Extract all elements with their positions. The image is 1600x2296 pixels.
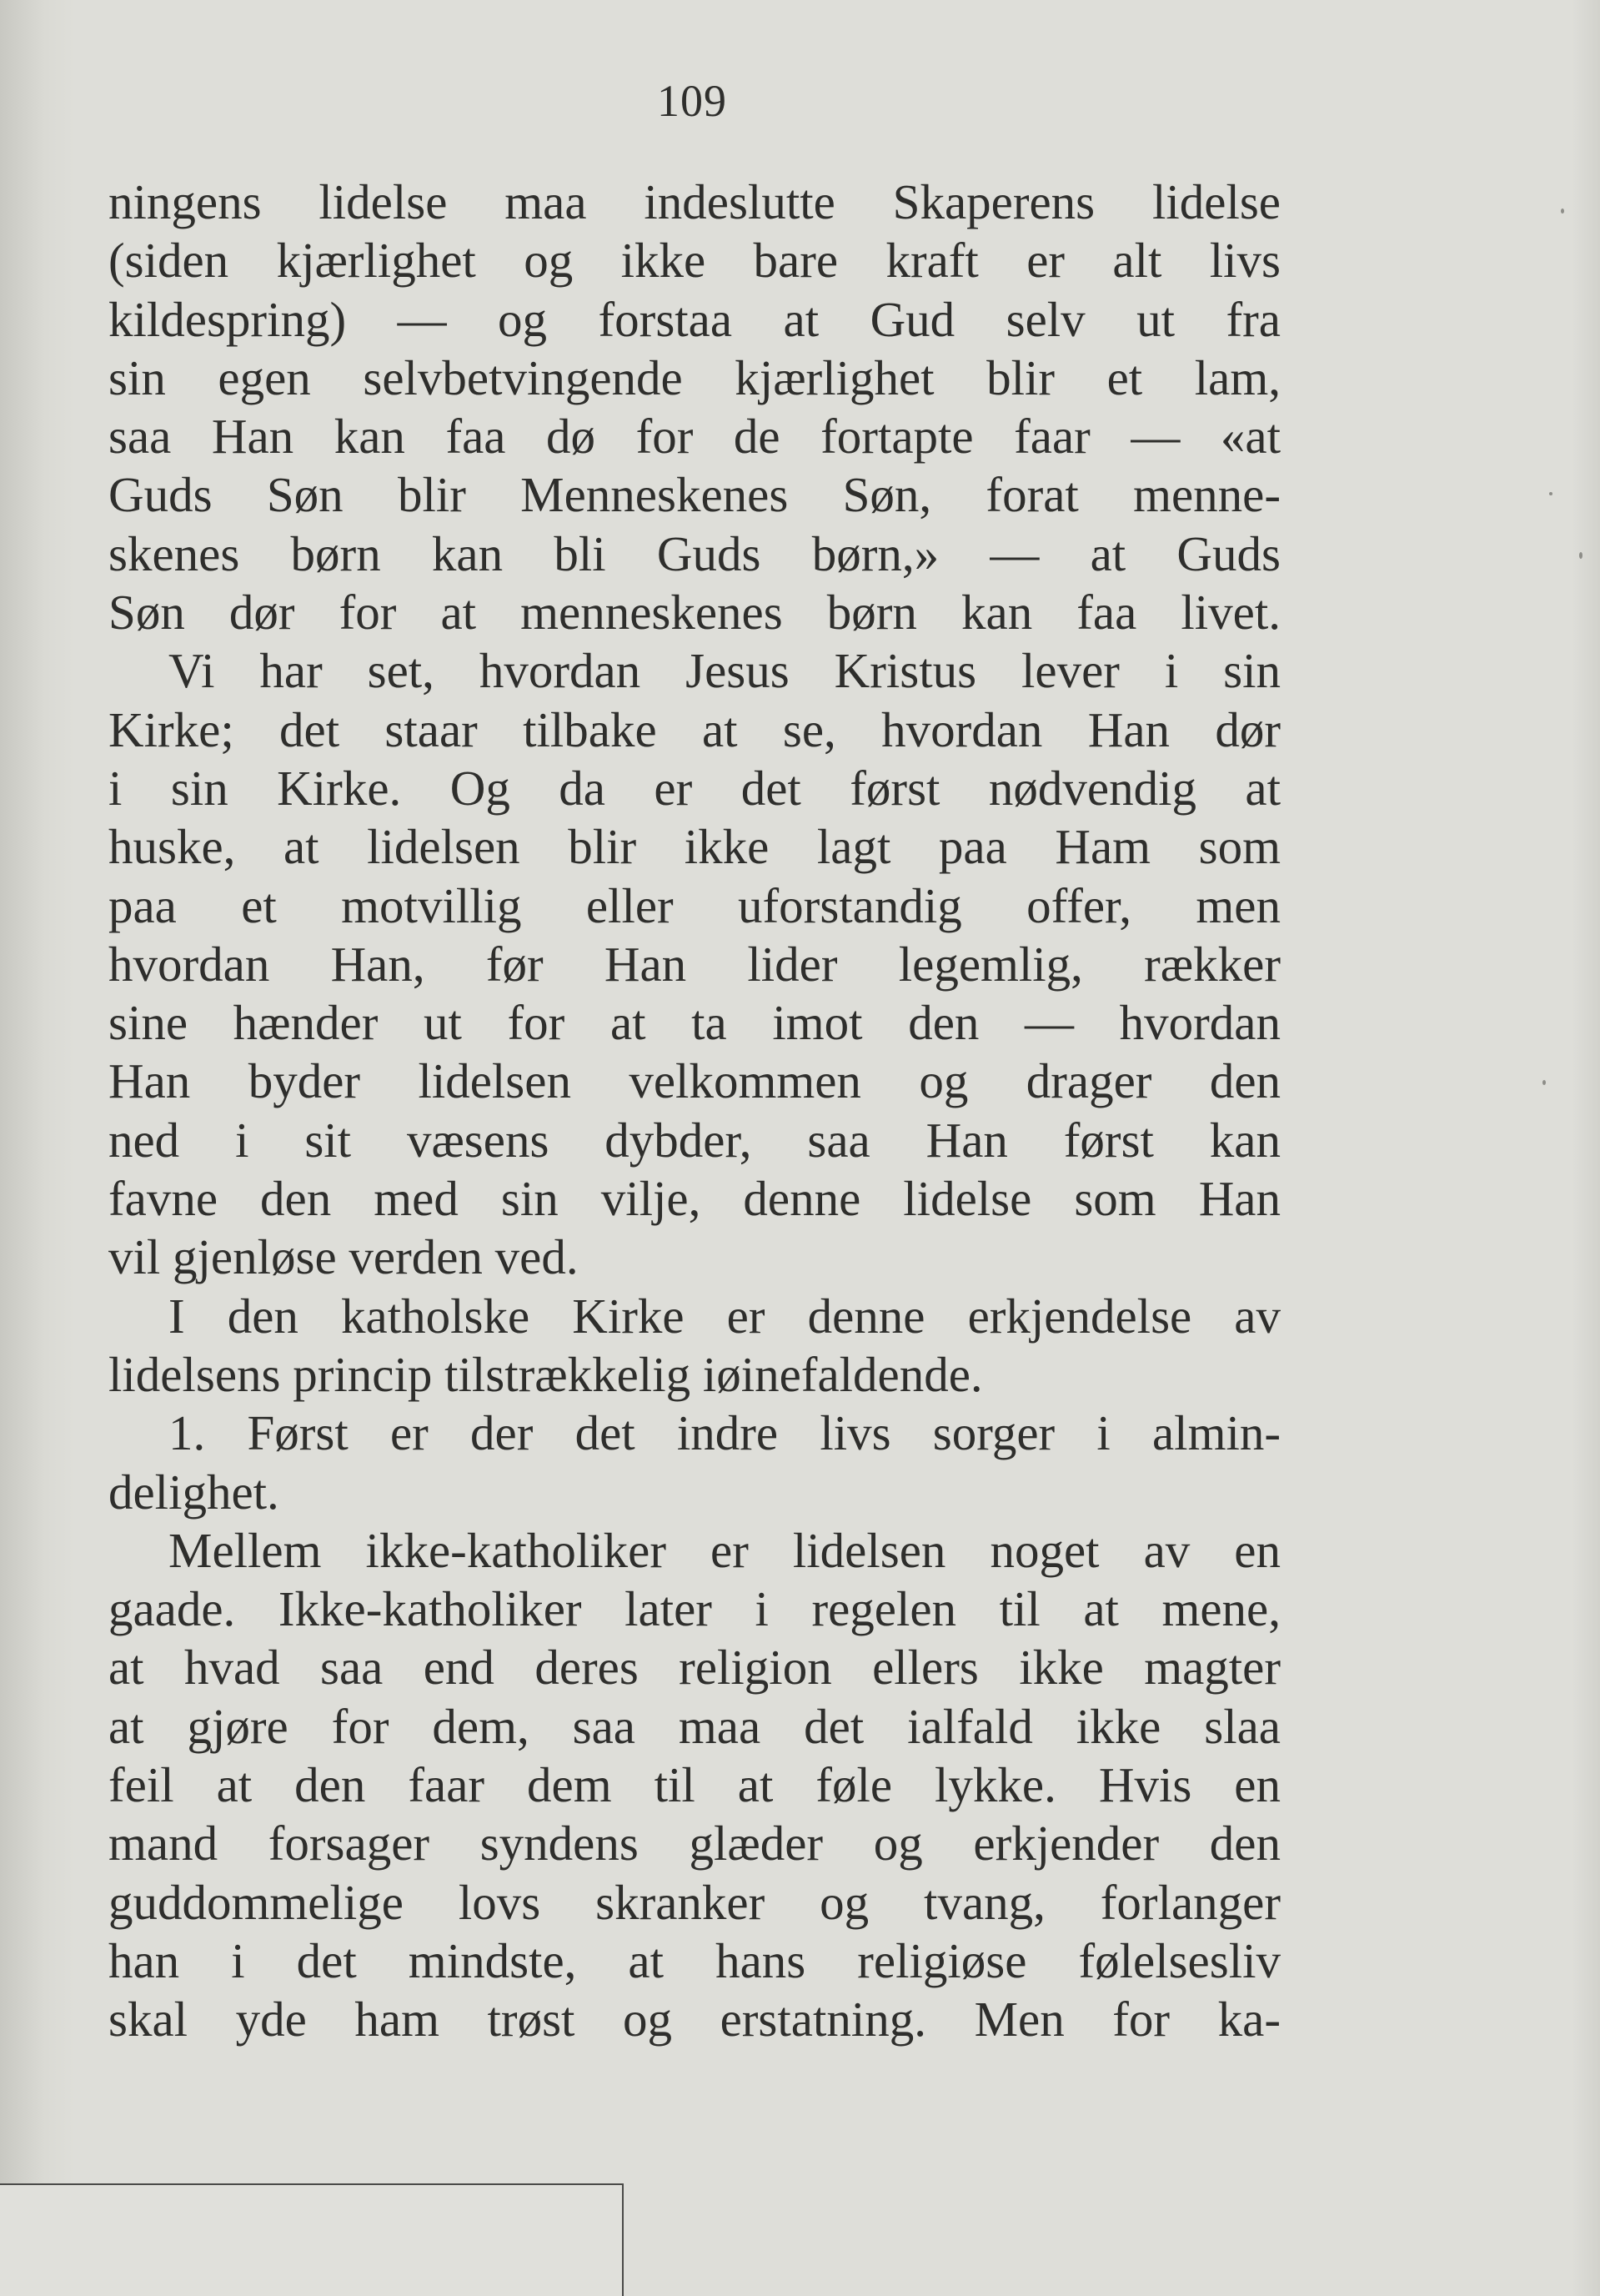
text-line: I den katholske Kirke er denne erkjendelse av xyxy=(168,1288,1281,1344)
text-line: gaade. Ikke-katholiker later i regelen til at mene, xyxy=(108,1581,1281,1637)
text-line: skal yde ham trøst og erstatning. Men for ka- xyxy=(108,1992,1281,2047)
text-line: mand forsager syndens glæder og erkjender den xyxy=(108,1816,1281,1871)
body-text xyxy=(108,173,1281,2049)
text-line: 1. Først er der det indre livs sorger i almin- xyxy=(168,1405,1281,1461)
text-line: Vi har set, hvordan Jesus Kristus lever i sin xyxy=(168,643,1281,699)
page-right-edge xyxy=(1572,0,1600,2296)
text-line: hvordan Han, før Han lider legemlig, rækker xyxy=(108,936,1281,992)
text-line: skenes børn kan bli Guds børn,» — at Guds xyxy=(108,525,1281,581)
text-line: Han byder lidelsen velkommen og drager den xyxy=(108,1053,1281,1109)
text-line: han i det mindste, at hans religiøse følelsesliv xyxy=(108,1932,1281,1988)
text-line: Guds Søn blir Menneskenes Søn, forat menne- xyxy=(108,467,1281,523)
text-line: huske, at lidelsen blir ikke lagt paa Ham som xyxy=(108,819,1281,875)
text-line: sine hænder ut for at ta imot den — hvordan xyxy=(108,995,1281,1051)
text-line: favne den med sin vilje, denne lidelse som Han xyxy=(108,1171,1281,1227)
text-line: ned i sit væsens dybder, saa Han først kan xyxy=(108,1112,1281,1168)
text-line: paa et motvillig eller uforstandig offer, men xyxy=(108,877,1281,933)
page-number: 109 xyxy=(657,76,727,126)
paper-speck xyxy=(1579,552,1582,559)
text-line: guddommelige lovs skranker og tvang, forlanger xyxy=(108,1874,1281,1930)
text-line: Mellem ikke-katholiker er lidelsen noget av en xyxy=(168,1522,1281,1578)
text-line: kildespring) — og forstaa at Gud selv ut fra xyxy=(108,291,1281,347)
text-line: vil gjenløse verden ved. xyxy=(108,1229,579,1285)
text-line: lidelsens princip tilstrækkelig iøinefaldende. xyxy=(108,1346,983,1402)
text-line: Kirke; det staar tilbake at se, hvordan Han dør xyxy=(108,701,1281,757)
text-line: (siden kjærlighet og ikke bare kraft er alt livs xyxy=(108,233,1281,289)
text-line: at gjøre for dem, saa maa det ialfald ikke slaa xyxy=(108,1698,1281,1754)
paper-speck xyxy=(1561,208,1564,214)
text-line: delighet. xyxy=(108,1464,279,1520)
text-line: at hvad saa end deres religion ellers ikke magter xyxy=(108,1640,1281,1696)
library-stamp-box xyxy=(0,2183,624,2296)
paper-speck xyxy=(1549,492,1552,495)
text-line: ningens lidelse maa indeslutte Skaperens lidelse xyxy=(108,174,1281,229)
text-line: i sin Kirke. Og da er det først nødvendig at xyxy=(108,760,1281,816)
text-line: Søn dør for at menneskenes børn kan faa livet. xyxy=(108,585,1281,641)
paper-speck xyxy=(1542,1080,1546,1085)
text-line: saa Han kan faa dø for de fortapte faar — «at xyxy=(108,409,1281,465)
text-line: sin egen selvbetvingende kjærlighet blir et lam, xyxy=(108,349,1281,405)
page-gutter-shadow xyxy=(0,0,75,2296)
text-line: feil at den faar dem til at føle lykke. Hvis en xyxy=(108,1757,1281,1813)
